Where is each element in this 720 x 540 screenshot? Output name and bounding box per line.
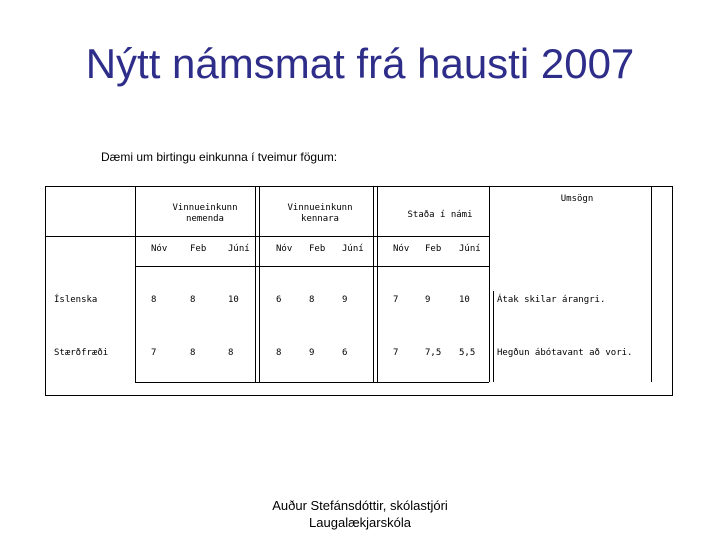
month-g1-juni: Júní <box>228 244 250 254</box>
grade-cell: 6 <box>342 348 348 358</box>
month-g2-feb: Feb <box>309 244 326 254</box>
header-vinnueinkunn-kennara: Vinnueinkunn kennara <box>287 203 353 224</box>
grade-cell: 8 <box>151 295 157 305</box>
grade-cell: 8 <box>190 348 196 358</box>
subject-label: Stærðfræði <box>54 348 109 358</box>
header-umsogn: Umsögn <box>560 194 594 204</box>
grades-table <box>45 186 673 396</box>
intro-text: Dæmi um birtingu einkunna í tveimur fögum: <box>101 150 338 164</box>
col-divider-comment-a <box>493 291 494 382</box>
footer-school: Laugalækjarskóla <box>309 515 411 530</box>
grade-cell: 6 <box>276 295 282 305</box>
grade-cell: 8 <box>228 348 234 358</box>
grade-cell: 7 <box>393 348 399 358</box>
grade-cell: 7 <box>151 348 157 358</box>
month-g1-feb: Feb <box>190 244 207 254</box>
grade-cell: 10 <box>459 295 470 305</box>
month-g2-juni: Júní <box>342 244 364 254</box>
grade-cell: 9 <box>309 348 315 358</box>
grade-cell: 8 <box>276 348 282 358</box>
col-divider-g2g3-b <box>377 186 378 382</box>
header-vinnueinkunn-nemenda: Vinnueinkunn nemenda <box>172 203 238 224</box>
col-divider-g3-comment <box>489 186 490 382</box>
grade-cell: 9 <box>342 295 348 305</box>
month-g1-nov: Nóv <box>151 244 168 254</box>
subject-label: Íslenska <box>54 295 98 305</box>
month-g3-juni: Júní <box>459 244 481 254</box>
month-g2-nov: Nóv <box>276 244 293 254</box>
col-divider-g1g2 <box>255 186 256 382</box>
footer-author: Auður Stefánsdóttir, skólastjóri <box>272 498 448 513</box>
month-separator <box>135 266 489 267</box>
col-divider-comment-right <box>651 186 652 382</box>
header-stada-i-nami: Staða í námi <box>407 210 473 220</box>
grade-cell: 8 <box>190 295 196 305</box>
grade-cell: 7 <box>393 295 399 305</box>
comment-cell: Átak skilar árangri. <box>497 295 606 305</box>
table-border-right <box>672 186 673 396</box>
grade-cell: 10 <box>228 295 239 305</box>
header-separator <box>45 236 489 237</box>
col-divider-g2g3 <box>373 186 374 382</box>
col-divider-subject <box>135 186 136 382</box>
grades-bottom <box>135 382 489 383</box>
table-border-bottom <box>45 395 673 396</box>
slide-title: Nýtt námsmat frá hausti 2007 <box>85 40 635 87</box>
comment-cell: Hegðun ábótavant að vori. <box>497 348 633 358</box>
month-g3-nov: Nóv <box>393 244 410 254</box>
col-divider-g1g2-b <box>259 186 260 382</box>
grade-cell: 7,5 <box>425 348 442 358</box>
table-border-top <box>45 186 673 187</box>
month-g3-feb: Feb <box>425 244 442 254</box>
footer <box>0 497 720 531</box>
grade-cell: 8 <box>309 295 315 305</box>
grade-cell: 9 <box>425 295 431 305</box>
grade-cell: 5,5 <box>459 348 476 358</box>
table-border-left <box>45 186 46 396</box>
